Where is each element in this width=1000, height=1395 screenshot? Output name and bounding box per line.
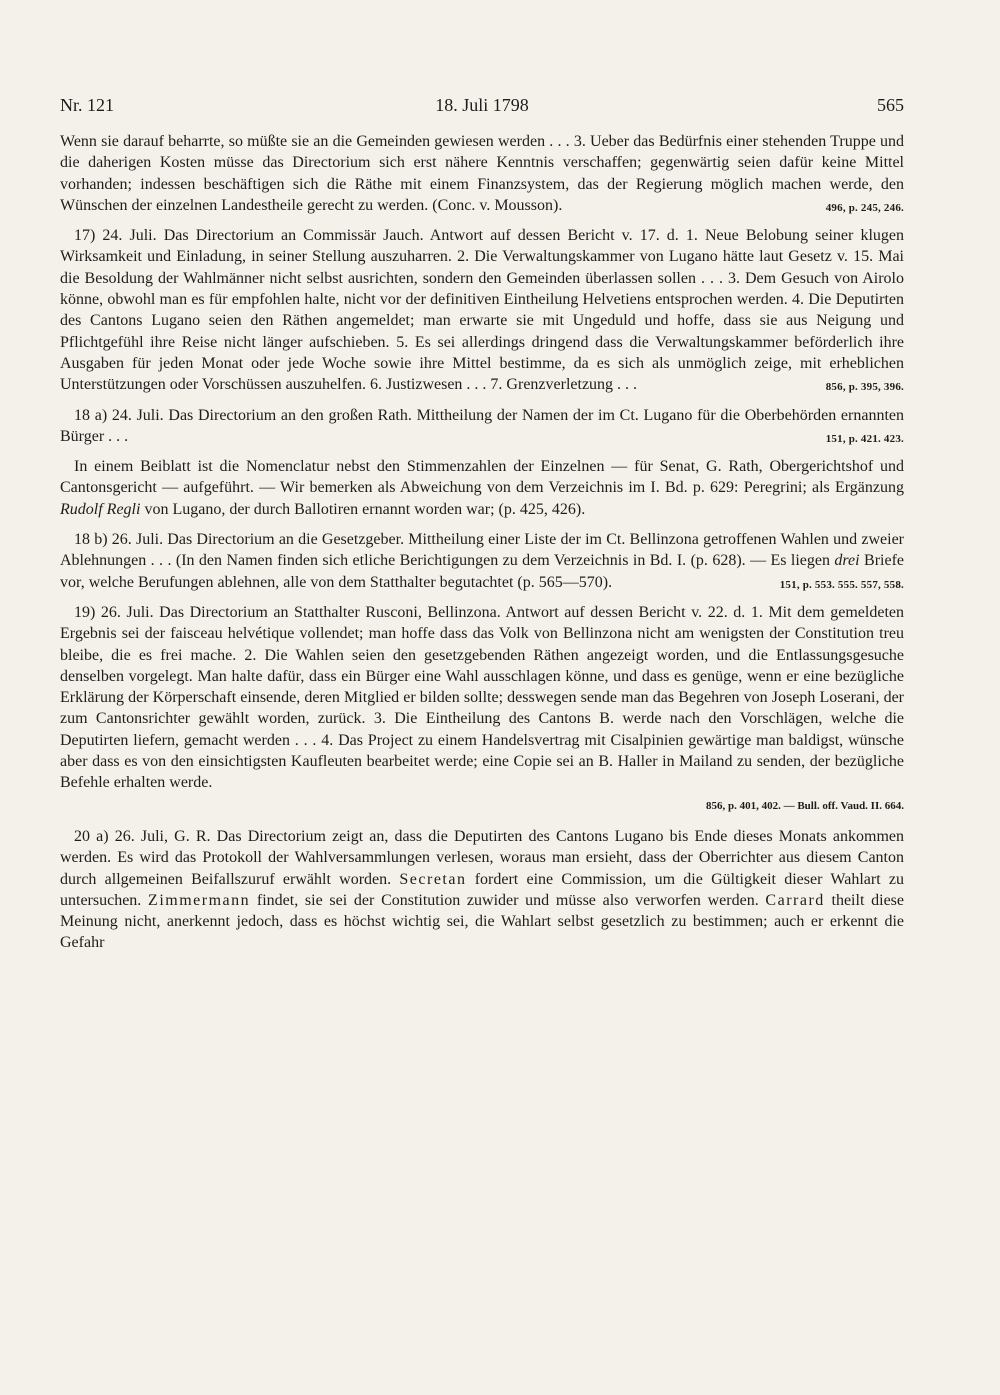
page-number: 565 [877,95,904,115]
paragraph-text: theilt diese Meinung nicht, anerkennt jedoch, dass es höchst wichtig sei, die Wahlart selbst gesetzlich zu bestimmen; auch er erkennt die Gefahr [60,891,904,952]
speaker-name: Zimmermann [148,891,251,909]
speaker-name: Secretan [399,870,467,888]
paragraph-text: von Lugano, der durch Ballotiren ernannt worden war; (p. 425, 426). [140,500,586,518]
paragraph-3 [60,405,904,448]
paragraph-6 [60,602,904,794]
page-header [60,95,904,121]
paragraph-text: 18 a) 24. Juli. Das Directorium an den großen Rath. Mittheilung der Namen der im Ct. Lugano für die Oberbehörden ernannten Bürger . . . [60,406,904,445]
paragraph-text: Briefe vor, welche Berufungen ablehnen, alle von dem Statthalter begutachtet (p. 565—570). [60,552,905,591]
paragraph-text: 20 a) 26. Juli, G. R. Das Directorium zeigt an, dass die Deputirten des Cantons Lugano bis Ende dieses Monats ankommen werden. Es wird das Protokoll der Wahlversammlungen verlesen, woraus man ersieht, dass der Oberrichter aus diesem Canton durch allgemeinen Beifallszuruf erwählt worden. [60,827,904,888]
paragraph-text: In einem Beiblatt ist die Nomenclatur nebst den Stimmenzahlen der Einzelnen — für Senat, G. Rath, Obergerichtshof und Cantonsgericht — aufgeführt. — Wir bemerken als Abweichung von dem Verzeichnis im I. Bd. p. 629: Peregrini; als Ergänzung [60,458,904,497]
source-reference: 151, p. 421. 423. [825,432,904,445]
paragraph-text: 17) 24. Juli. Das Directorium an Commissär Jauch. Antwort auf dessen Bericht v. 17. d. 1. Neue Belobung seiner klugen Wirksamkeit und Einladung, in seiner Stellung auszuharren. 2. Die Verwaltungskammer von Lugano hätte laut Gesetz v. 15. Mai die Besoldung der Wahlmänner nicht selbst ausrichten, sondern den Gemeinden überlassen sollen . . . 3. Dem Gesuch von Airolo könne, obwohl man es für empfohlen halte, nicht vor der definitiven Eintheilung Helvetiens entsprochen werden. 4. Die Deputirten des Cantons Lugano seien den Räthen angemeldet; man erwarte sie mit Ungeduld und hoffe, dass sie aus Neigung und Pflichtgefühl ihre Reise nicht länger aufschieben. 5. Es sei allerdings dringend dass die Verwaltungskammer beförderlich ihre Ausgaben für jeden Monat oder jede Woche sowie ihre Mittel bestimme, da es sich als unmöglich zeige, mit erheblichen Unterstützungen oder Vorschüssen auszuhelfen. 6. Justizwesen . . . 7. Grenzverletzung . . . [60,227,904,394]
paragraph-text: findet, sie sei der Constitution zuwider und müsse also verworfen werden. [250,891,766,909]
source-reference: 151, p. 553. 555. 557, 558. [779,578,904,591]
paragraph-5 [60,529,904,593]
paragraph-text: Wenn sie darauf beharrte, so müßte sie an die Gemeinden gewiesen werden . . . 3. Ueber das Bedürfnis einer stehenden Truppe und die daherigen Kosten müsse das Directorium sich erst nähere Kenntnis verschaffen; gegenwärtig seien dafür keine Mittel vorhanden; indessen beschäftigen sich die Räthe mit einem Finanzsystem, das der Regierung möglich machen werde, den Wünschen der einzelnen Landestheile gerecht zu werden. (Conc. v. Mousson). [60,133,904,214]
paragraph-1 [60,131,904,216]
document-body [60,131,904,954]
italic-word: drei [834,552,860,570]
paragraph-text: fordert eine Commission, um die Gültigkeit dieser Wahlart zu untersuchen. [60,870,904,909]
paragraph-text: 18 b) 26. Juli. Das Directorium an die Gesetzgeber. Mittheilung einer Liste der im Ct. Bellinzona getroffenen Wahlen und zweier Ablehnungen . . . (In den Namen finden sich etliche Berichtigungen zu dem Verzeichnis in Bd. I. (p. 628). — Es liegen [60,531,904,570]
issue-number: Nr. 121 [60,95,114,115]
paragraph-text: 19) 26. Juli. Das Directorium an Statthalter Rusconi, Bellinzona. Antwort auf dessen Bericht v. 22. d. 1. Mit dem gemeldeten Ergebnis sei der faisceau helvétique vollendet; man hoffe dass das Volk von Bellinzona nicht am wenigsten der Constitution treu bleibe, die es frei mache. 2. Die Wahlen seien den gesetzgebenden Räthen angezeigt worden, und die Entlassungsgesuche denselben vorgelegt. Man halte dafür, dass ein Bürger eine Wahl ausschlagen könne, und dass es genüge, wenn er eine bezügliche Erklärung der Körperschaft einsende, deren Mitglied er bilden sollte; desswegen sende man das Begehren von Joseph Loserani, der zum Cantonsrichter gewählt worden, zurück. 3. Die Eintheilung des Cantons B. werde nach den Vorschlägen, welche die Deputirten liefern, gemacht werden . . . 4. Das Project zu einem Handelsvertrag mit Cisalpinien gewärtige man baldigst, wünsche aber dass es von den einsichtigsten Kaufleuten bearbeitet werde; eine Copie sei an B. Haller in Mailand zu senden, der bezügliche Befehle erhalten werde. [60,603,904,792]
source-reference: 496, p. 245, 246. [825,201,904,214]
paragraph-4 [60,456,904,520]
source-reference: 856, p. 401, 402. — Bull. off. Vaud. II. 664. [705,799,904,812]
paragraph-2 [60,225,904,395]
header-date: 18. Juli 1798 [435,95,529,115]
source-reference: 856, p. 395, 396. [825,381,904,394]
speaker-name: Carrard [765,891,825,909]
paragraph-7 [60,826,904,954]
italic-name: Rudolf Regli [60,500,141,518]
